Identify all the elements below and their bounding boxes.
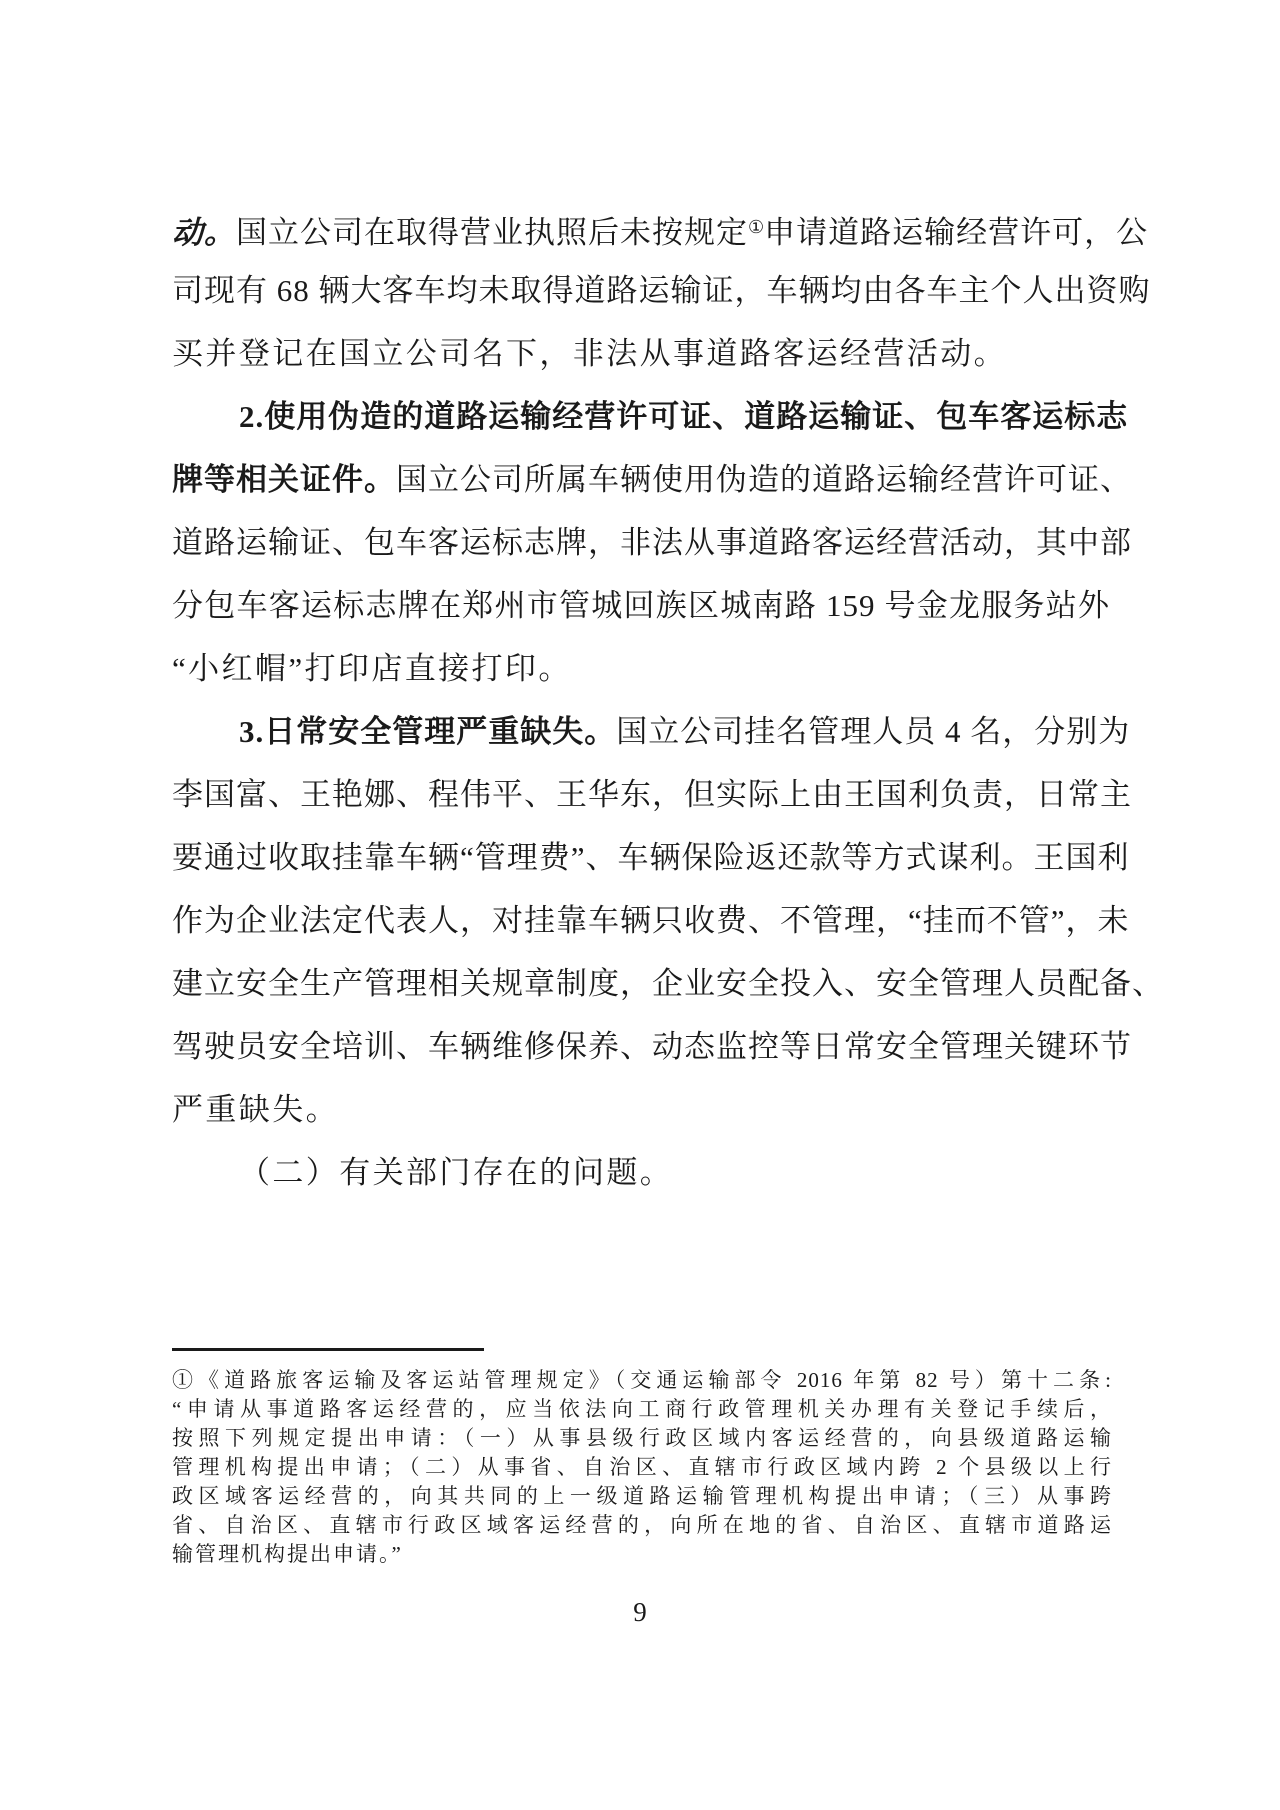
text-segment: 严重缺失。 (172, 1092, 339, 1127)
body-line (172, 1078, 1110, 1141)
text-segment: 牌等相关证件。 (172, 462, 396, 497)
footnote-line: 管理机构提出申请；（二）从事省、自治区、直辖市行政区域内跨 2 个县级以上行 (172, 1455, 1112, 1479)
body-line (172, 889, 1130, 952)
footnote-separator (172, 1348, 484, 1351)
text-segment: 驾驶员安全培训、车辆维修保养、动态监控等日常安全管理关键环节 (172, 1029, 1132, 1064)
footnote-line: 输管理机构提出申请。” (172, 1542, 403, 1566)
text-segment: 申请道路运输经营许可，公 (764, 215, 1149, 250)
text-segment: 要通过收取挂靠车辆“管理费”、车辆保险返还款等方式谋利。王国利 (172, 840, 1130, 875)
body-line (172, 826, 1130, 889)
text-segment: 国立公司在取得营业执照后未按规定 (236, 215, 748, 250)
footnote-ref-marker: ① (748, 217, 765, 237)
text-segment: 买并登记在国立公司名下，非法从事道路客运经营活动。 (172, 336, 1007, 371)
body-text (172, 196, 1164, 1204)
text-segment: 建立安全生产管理相关规章制度，企业安全投入、安全管理人员配备、 (172, 966, 1164, 1001)
body-line (172, 448, 1132, 511)
text-segment: 道路运输证、包车客运标志牌，非法从事道路客运经营活动，其中部 (172, 525, 1132, 560)
footnote-line: 按照下列规定提出申请：（一）从事县级行政区域内客运经营的，向县级道路运输 (172, 1426, 1112, 1450)
footnote-line: 政区域客运经营的，向其共同的上一级道路运输管理机构提出申请；（三）从事跨 (172, 1484, 1112, 1508)
body-line (172, 322, 1110, 385)
text-segment: 李国富、王艳娜、程伟平、王华东，但实际上由王国利负责，日常主 (172, 777, 1132, 812)
body-line (172, 196, 1149, 259)
text-segment: 分包车客运标志牌在郑州市管城回族区城南路 159 号金龙服务站外 (172, 588, 1110, 623)
text-segment: 3.日常安全管理严重缺失。 (239, 714, 617, 749)
body-line (172, 511, 1132, 574)
body-line (172, 952, 1164, 1015)
body-line (172, 700, 1131, 763)
page-number: 9 (633, 1597, 647, 1627)
body-line (172, 385, 1129, 448)
footnote-line: “申请从事道路客运经营的，应当依法向工商行政管理机关办理有关登记手续后， (172, 1397, 1112, 1421)
body-line (172, 1141, 1110, 1204)
body-line (172, 574, 1110, 637)
text-segment: （二）有关部门存在的问题。 (239, 1155, 674, 1190)
text-segment: 作为企业法定代表人，对挂靠车辆只收费、不管理，“挂而不管”，未 (172, 903, 1130, 938)
text-segment: 司现有 68 辆大客车均未取得道路运输证，车辆均由各车主个人出资购 (172, 273, 1151, 308)
body-line (172, 259, 1151, 322)
text-segment: 国立公司所属车辆使用伪造的道路运输经营许可证、 (396, 462, 1132, 497)
footnote-line: 省、自治区、直辖市行政区域客运经营的，向所在地的省、自治区、直辖市道路运 (172, 1513, 1112, 1537)
body-line (172, 637, 1110, 700)
text-segment: 2.使用伪造的道路运输经营许可证、道路运输证、包车客运标志 (239, 399, 1129, 434)
text-segment: “小红帽”打印店直接打印。 (172, 651, 572, 686)
body-line (172, 1015, 1132, 1078)
body-line (172, 763, 1132, 826)
text-segment: 动。 (172, 215, 236, 250)
footnote-line: ①《道路旅客运输及客运站管理规定》（交通运输部令 2016 年第 82 号）第十二条: (172, 1368, 1112, 1392)
text-segment: 国立公司挂名管理人员 4 名，分别为 (616, 714, 1131, 749)
footnote-block (172, 1366, 1112, 1569)
